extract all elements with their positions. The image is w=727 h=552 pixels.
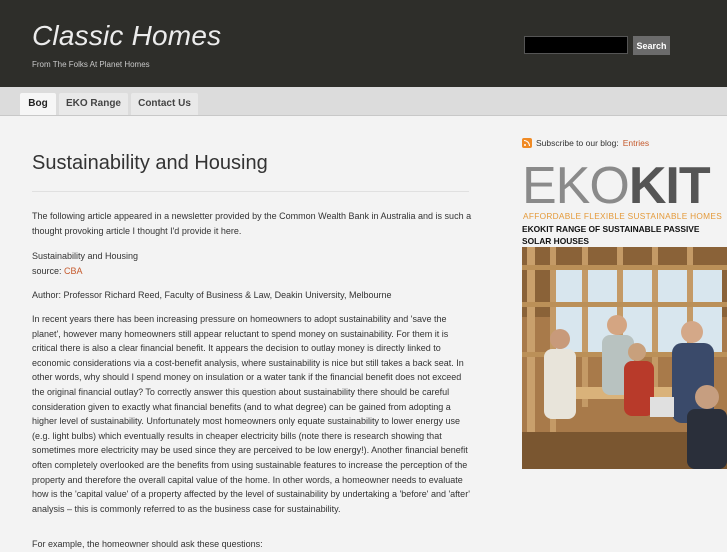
- post-author: Author: Professor Richard Reed, Faculty of Business & Law, Deakin University, Melbourne: [32, 290, 392, 300]
- search-button[interactable]: Search: [633, 36, 670, 55]
- logo-eko: EKO: [522, 160, 629, 215]
- site-title[interactable]: Classic Homes: [32, 20, 222, 51]
- post-intro: The following article appeared in a newsletter provided by the Common Wealth Bank in Australia and is such a thought provoking article I thought I'd provide it here.: [32, 211, 472, 236]
- post-body: In recent years there has been increasing pressure on homeowners to adopt sustainability and 'save the planet', however many homeowners still appear reluctant to spend money on sustainability. For them it is critical there is also a clear financial benefit. It appears the decision to outlay money is directly linked to economic considerations via a cost-benefit analysis, where sustainability is nice but still takes a back seat. In other words, why should I spend money on insulation or a water tank if the financial benefit does not exceed the original financial outlay? To correctly answer this question about sustainability there should be careful consideration given to exactly what financial benefits (and to what degree) can be gained from adopting a higher level of sustainability. Unfortunately most homeowners only equate sustainability to lower energy use (e.g. light bulbs) which eventually results in cheaper electricity bills (note there is research showing that sometimes more electricity may be used since they are perceived to be low energy!). Another financial benefit often completely overlooked are the benefits from using sustainable features to increase the perception of the property and therefore the overall capital value of the home. In other words, a homeowner needs to evaluate how is the 'capital value' of a property affected by the level of sustainability by undertaking a 'before' and 'after' analysis – this is commonly referred to as the business case for sustainability.: [32, 314, 470, 514]
- post-title: Sustainability and Housing: [32, 152, 268, 174]
- tab-contact-us[interactable]: Contact Us: [131, 93, 198, 115]
- tab-blog[interactable]: Bog: [20, 93, 56, 115]
- logo-tagline: AFFORDABLE FLEXIBLE SUSTAINABLE HOMES: [523, 211, 723, 220]
- post-body-cutoff: For example, the homeowner should ask these questions:: [32, 539, 263, 549]
- post-source-block: [32, 249, 472, 278]
- subscribe-entries-link[interactable]: Entries: [622, 138, 650, 148]
- subscribe-text: Subscribe to our blog:: [536, 138, 619, 148]
- site-header: [0, 0, 727, 87]
- ekokit-wordmark: [522, 160, 710, 215]
- construction-photo-image: [522, 247, 727, 469]
- ad-caption: EKOKIT RANGE OF SUSTAINABLE PASSIVE SOLAR HOUSES: [522, 224, 700, 246]
- source-link[interactable]: CBA: [64, 265, 83, 276]
- tab-eko-range[interactable]: EKO Range: [59, 93, 128, 115]
- source-title: Sustainability and Housing: [32, 251, 139, 261]
- source-line: [32, 264, 472, 279]
- nav-bar: [0, 87, 727, 116]
- title-divider: [32, 191, 469, 192]
- logo-kit: KIT: [628, 160, 710, 215]
- source-label: source:: [32, 265, 62, 276]
- rss-icon[interactable]: [522, 138, 532, 148]
- ad-photo[interactable]: [522, 247, 727, 469]
- search-input[interactable]: [524, 36, 628, 54]
- subscribe-line: [522, 138, 649, 148]
- ekokit-logo[interactable]: [522, 160, 727, 220]
- site-tagline: From The Folks At Planet Homes: [32, 60, 150, 69]
